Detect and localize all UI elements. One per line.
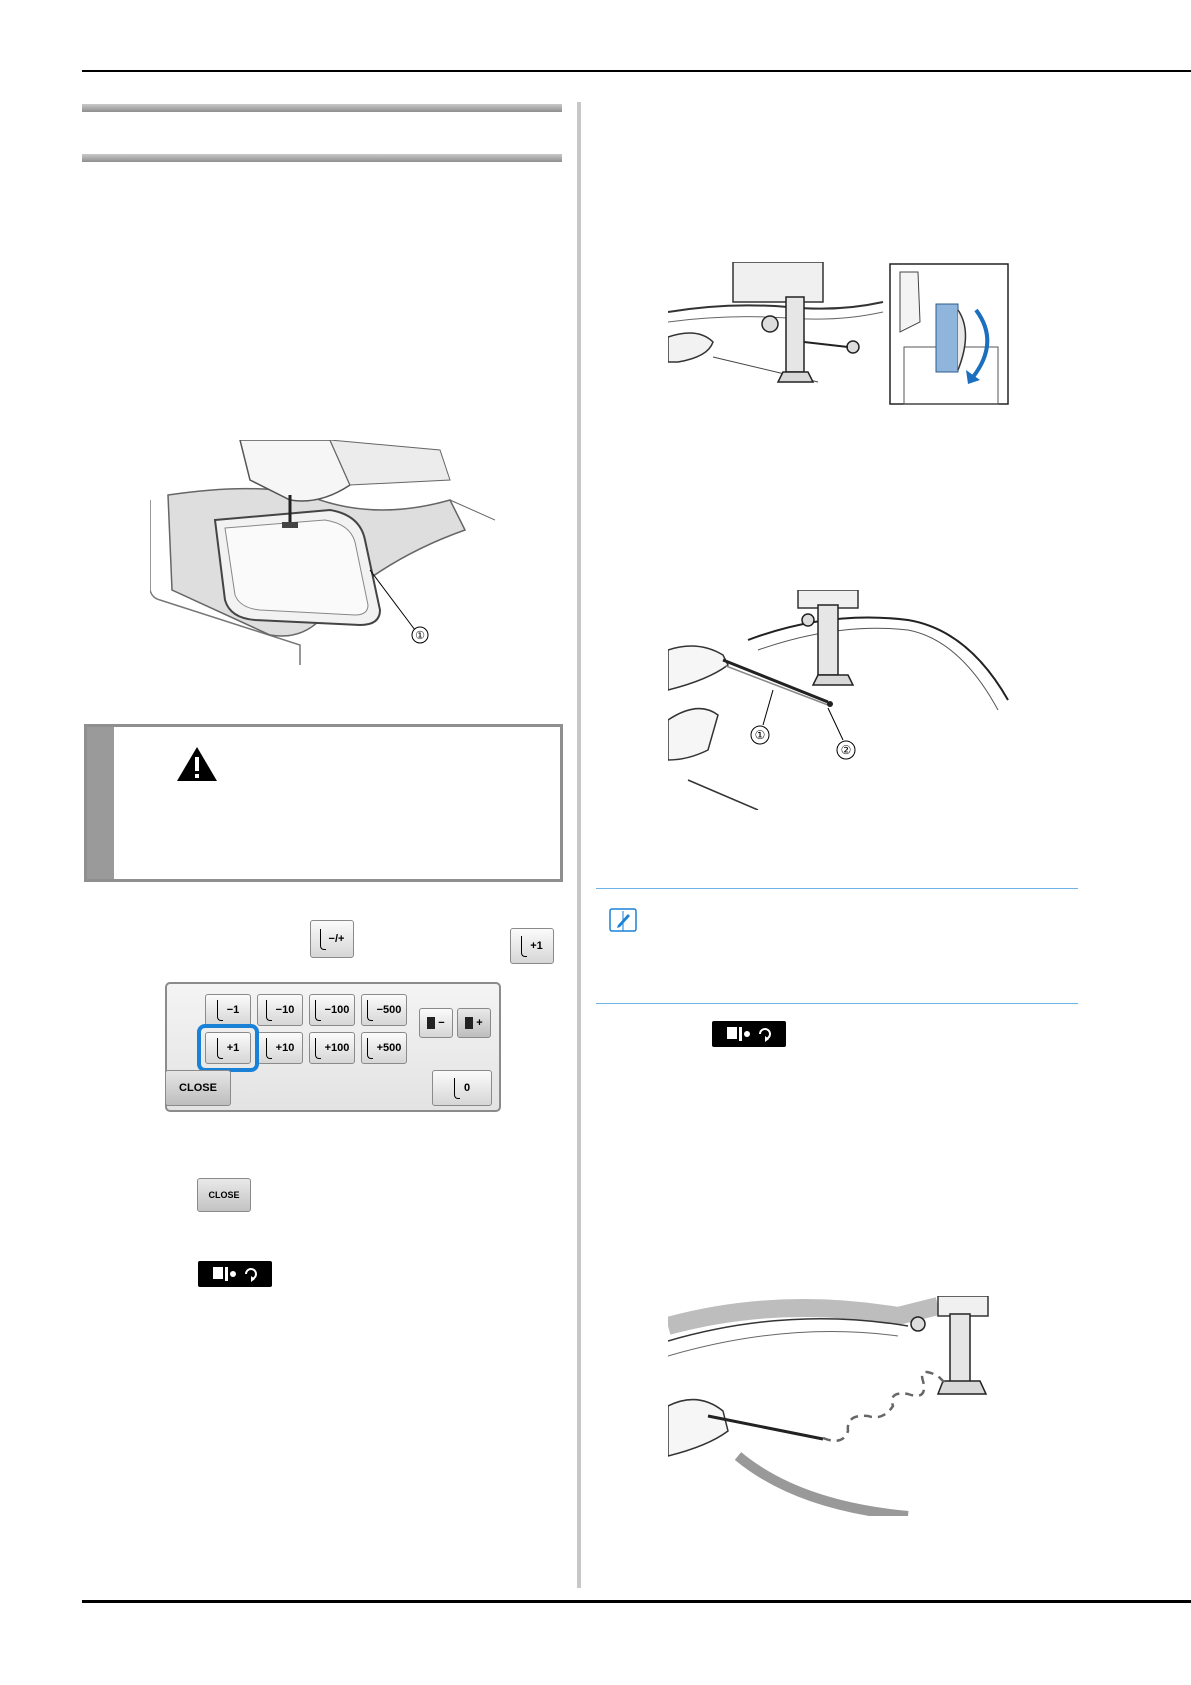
needle-icon: [266, 1038, 272, 1059]
needle-pm-button[interactable]: [310, 920, 354, 958]
thread-marker: ②: [840, 743, 852, 757]
frame-marker: ①: [415, 630, 425, 642]
illustration-pull-thread: [668, 1296, 1010, 1516]
needle-position-panel: [165, 982, 501, 1112]
plus-one-highlight: [197, 1024, 259, 1072]
memo-icon: [608, 905, 638, 935]
close-inline-button[interactable]: [197, 1178, 251, 1212]
close-inline-label: CLOSE: [208, 1190, 240, 1200]
needle-minus-10-label: −10: [275, 1004, 295, 1016]
needle-minus-100-label: −100: [324, 1004, 350, 1016]
refresh-icon: [243, 1266, 259, 1282]
needle-minus-1-button[interactable]: [205, 994, 251, 1026]
thread-icon: [725, 1025, 751, 1043]
frame-plus-label: +: [476, 1017, 483, 1029]
needle-icon: [266, 1000, 272, 1021]
caution-side-bar: [87, 727, 114, 879]
needle-icon: [320, 929, 326, 950]
caution-box: [84, 724, 563, 882]
header-rule: [82, 70, 1191, 72]
footer-rule: [82, 1600, 1191, 1603]
frame-minus-button[interactable]: [419, 1008, 453, 1038]
memo-box: [596, 888, 1078, 1004]
needle-plus-100-label: +100: [324, 1042, 350, 1054]
heading-bar-bottom: [82, 154, 562, 162]
thread-start-button-right[interactable]: [712, 1021, 786, 1047]
needle-icon: [367, 1000, 373, 1021]
thread-icon: [211, 1265, 237, 1283]
frame-plus-button[interactable]: [457, 1008, 491, 1038]
needle-pm-label: −/+: [328, 933, 345, 945]
needle-icon: [367, 1038, 373, 1059]
section-heading: [82, 104, 562, 162]
needle-plus-500-button[interactable]: [361, 1032, 407, 1064]
thread-start-button-left[interactable]: [198, 1261, 272, 1287]
illustration-embroidery-frame: [150, 440, 495, 665]
needle-plus-10-label: +10: [275, 1042, 295, 1054]
needle-icon: [315, 1000, 321, 1021]
needle-minus-500-button[interactable]: [361, 994, 407, 1026]
needle-zero-button[interactable]: [432, 1070, 492, 1106]
needle-plus-1-label: +1: [226, 1042, 240, 1054]
refresh-icon: [757, 1026, 773, 1042]
needle-plus-100-button[interactable]: [309, 1032, 355, 1064]
tweezers-marker: ①: [754, 728, 766, 742]
column-divider: [577, 102, 581, 1588]
needle-plus-500-label: +500: [376, 1042, 402, 1054]
illustration-tweezers-thread: [668, 590, 1010, 810]
warning-icon: [175, 745, 219, 783]
needle-icon: [217, 1000, 223, 1021]
needle-minus-100-button[interactable]: [309, 994, 355, 1026]
illustration-hand-wheel: [668, 262, 1010, 407]
frame-icon: [465, 1017, 473, 1029]
plus-one-inline-button[interactable]: [510, 928, 554, 964]
needle-icon: [521, 936, 527, 957]
panel-close-button[interactable]: [165, 1070, 231, 1106]
panel-close-label: CLOSE: [179, 1082, 217, 1094]
needle-icon: [315, 1038, 321, 1059]
needle-icon: [454, 1078, 460, 1099]
plus-one-inline-label: +1: [530, 940, 543, 952]
needle-zero-label: 0: [463, 1082, 471, 1094]
needle-plus-10-button[interactable]: [257, 1032, 303, 1064]
frame-minus-label: −: [438, 1017, 445, 1029]
needle-minus-10-button[interactable]: [257, 994, 303, 1026]
needle-minus-500-label: −500: [376, 1004, 402, 1016]
needle-minus-1-label: −1: [226, 1004, 240, 1016]
heading-bar-top: [82, 104, 562, 112]
frame-icon: [427, 1017, 435, 1029]
